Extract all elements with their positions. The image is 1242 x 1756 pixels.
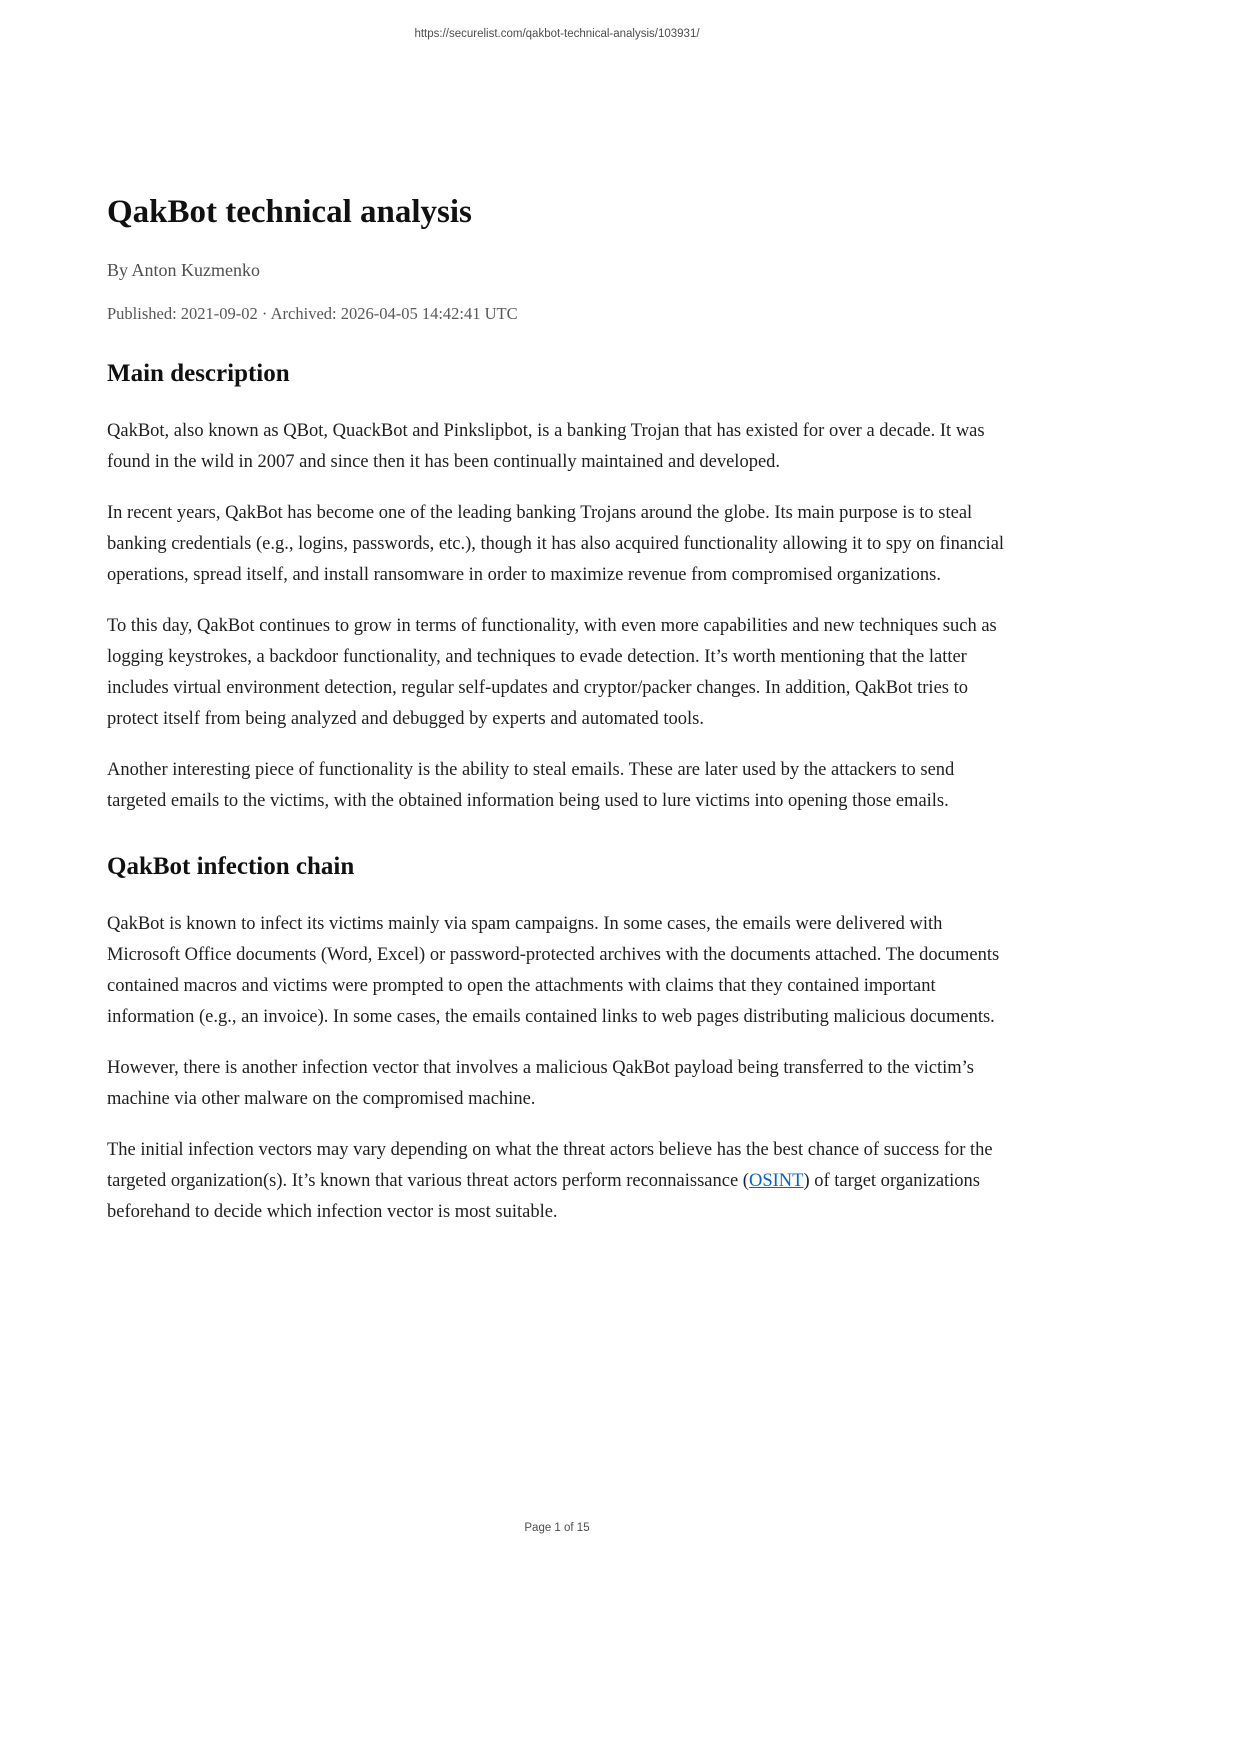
paragraph-text: ) of target organizations beforehand to decide which infection vector is most suitable.: [107, 1171, 981, 1223]
article-meta-published-archived: Published: 2021-09-02 · Archived: 2026-04-05 14:42:41 UTC: [107, 304, 518, 324]
article-title: QakBot technical analysis: [107, 194, 472, 230]
paragraph: However, there is another infection vector that involves a malicious QakBot payload being transferred to the victim’s machine via other malware on the compromised machine.: [107, 1058, 974, 1110]
osint-link[interactable]: OSINT: [748, 1171, 804, 1192]
paragraph: To this day, QakBot continues to grow in terms of functionality, with even more capabilities and new techniques such as logging keystrokes, a backdoor functionality, and techniques to evade detection. It’s worth mentioning that the latter includes virtual environment detection, regular self-updates and cryptor/packer changes. In addition, QakBot tries to protect itself from being analyzed and debugged by experts and automated tools.: [107, 616, 997, 730]
section-heading-infection-chain: QakBot infection chain: [107, 853, 355, 881]
paragraph: QakBot is known to infect its victims mainly via spam campaigns. In some cases, the emails were delivered with Microsoft Office documents (Word, Excel) or password-protected archives with the documents attached. The documents contained macros and victims were prompted to open the attachments with claims that they contained important information (e.g., an invoice). In some cases, the emails contained links to web pages distributing malicious documents.: [107, 914, 1000, 1028]
paragraph: Another interesting piece of functionality is the ability to steal emails. These are later used by the attackers to send targeted emails to the victims, with the obtained information being used to lure victims into opening those emails.: [107, 760, 955, 812]
paragraph-text: The initial infection vectors may vary depending on what the threat actors believe has the best chance of success for the targeted organization(s). It’s known that various threat actors perform reconnaissance (: [107, 1140, 993, 1192]
article: [107, 0, 1007, 1228]
print-header-url: https://securelist.com/qakbot-technical-analysis/103931/: [414, 28, 700, 40]
paragraph: QakBot, also known as QBot, QuackBot and Pinkslipbot, is a banking Trojan that has existed for over a decade. It was found in the wild in 2007 and since then it has been continually maintained and developed.: [107, 421, 985, 473]
article-byline: By Anton Kuzmenko: [107, 260, 260, 281]
paragraph: In recent years, QakBot has become one of the leading banking Trojans around the globe. Its main purpose is to steal banking credentials (e.g., logins, passwords, etc.), though it has also acquired functionality allowing it to spy on financial operations, spread itself, and install ransomware in order to maximize revenue from compromised organizations.: [107, 503, 1005, 586]
section-heading-main-description: Main description: [107, 360, 290, 388]
print-footer-page-number: Page 1 of 15: [524, 1522, 590, 1534]
paragraph-with-link: [107, 1135, 1007, 1228]
